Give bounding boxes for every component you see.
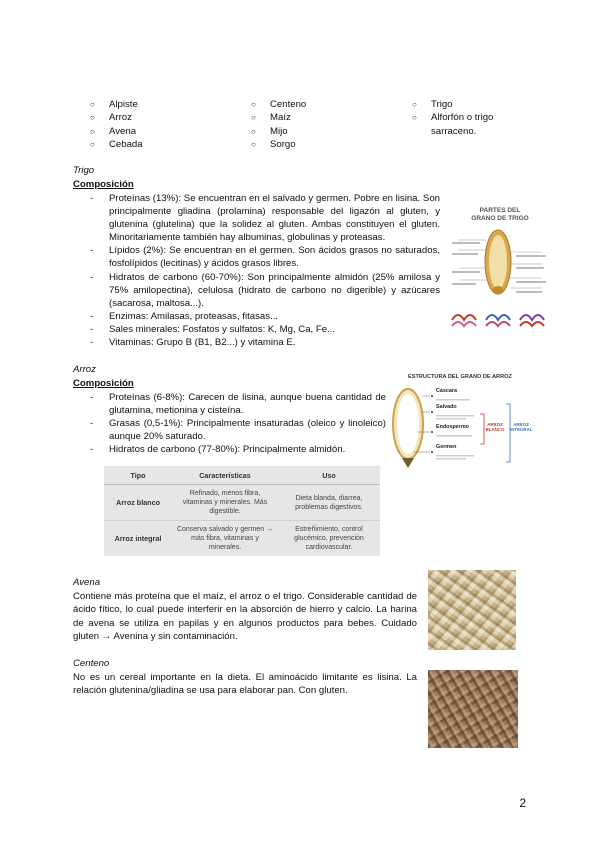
table-header-tipo: Tipo (104, 466, 172, 485)
list-item: ○ Arroz (90, 111, 251, 124)
list-item: ○ Centeno (251, 98, 412, 111)
rice-label-cascara: Cáscara (436, 388, 457, 394)
list-item: - Sales minerales: Fosfatos y sulfatos: K, Mg, Ca, Fe... (90, 323, 440, 336)
list-item: ○ Maíz (251, 111, 412, 124)
list-item: ○ Trigo (412, 98, 520, 111)
table-cell: Arroz blanco (104, 485, 172, 521)
avena-paragraph: Contiene más proteína que el maíz, el arroz o el trigo. Considerable cantidad de ácido fítico, lo cual puede interferir en la absorción de hierro y calcio. La harina de avena se utiliza en papilas y en algunos productos para bebes. Cuidado gluten → Avenina y sin contaminación. (73, 591, 417, 642)
page-number: 2 (519, 796, 526, 810)
cereal-list-col-2 (251, 98, 412, 151)
rice-label-germen: Germen (436, 444, 457, 450)
cereal-list (90, 98, 520, 151)
wheat-grain-illustration (448, 202, 552, 332)
list-item: ○ Cebada (90, 138, 251, 151)
svg-text:PARTES DEL: PARTES DEL (479, 207, 521, 214)
centeno-heading: Centeno (73, 658, 110, 669)
list-item: ○ Sorgo (251, 138, 412, 151)
trigo-subheading: Composición (73, 179, 134, 190)
list-item: - Hidratos de carbono (77-80%): Principalmente almidón. (90, 443, 386, 456)
rice-label-endospermo: Endospermo (436, 424, 469, 430)
rice-label-salvado: Salvado (436, 404, 457, 410)
cereal-list-col-1 (90, 98, 251, 151)
list-item: - Grasas (0,5-1%): Principalmente insaturadas (oleico y linoleico) aunque 20% saturado. (90, 417, 386, 443)
centeno-paragraph: No es un cereal importante en la dieta. El aminoácido limitante es lisina. La relación glutenina/gliadina se usa para elaborar pan. Con gluten. (73, 672, 417, 697)
table-row (104, 521, 380, 556)
table-cell: Conserva salvado y germen → más fibra, vitaminas y minerales. (176, 526, 274, 552)
trigo-heading: Trigo (73, 165, 95, 176)
list-item: - Lípidos (2%): Se encuentran en el germen. Son ácidos grasos no saturados, fosfolípidos (lecitinas) y ácidos grasos libres. (90, 244, 440, 270)
list-item: - Hidratos de carbono (60-70%): Son principalmente almidón (25% amilosa y 75% amilopectina), celulosa (hidrato de carbono no digerible) y azúcares (sacarosa, maltosa...). (90, 271, 440, 310)
rye-grains-image (428, 670, 518, 748)
cereal-list-col-3 (412, 98, 520, 151)
trigo-composition-list (90, 192, 440, 349)
list-item: - Proteínas (13%): Se encuentran en el salvado y germen. Pobre en lisina. Son principalmente gliadina (prolamina) responsable del ligazón al gluten, y glutenina (glutelina) que la solidez al gluten. Ambas constituyen el gluten. Minoritariamente también hay albuminas, globulinas y proteasas. (90, 192, 440, 244)
table-header-row (104, 466, 380, 485)
table-cell: Refinado, menos fibra, vitaminas y minerales. Más digestible. (172, 485, 278, 521)
arroz-composition-list (90, 391, 386, 456)
list-item: - Vitaminas: Grupo B (B1, B2...) y vitamina E. (90, 336, 440, 349)
list-item: ○ Mijo (251, 125, 412, 138)
arroz-subheading: Composición (73, 378, 134, 389)
avena-heading: Avena (73, 577, 101, 588)
table-header-uso: Uso (278, 466, 380, 485)
table-cell: Estreñimiento, control glucémico, prevención cardiovascular. (294, 526, 364, 552)
table-cell: Arroz integral (114, 534, 162, 544)
wheat-grain-figure (448, 202, 552, 332)
svg-text:GRANO DE TRIGO: GRANO DE TRIGO (471, 215, 529, 222)
arroz-heading: Arroz (73, 364, 96, 375)
list-item: ○ Alforfón o trigo sarraceno. (412, 111, 520, 138)
list-item: ○ Avena (90, 125, 251, 138)
rice-bracket-blanco: ARROZ BLANCO (485, 422, 505, 432)
list-item: ○ Alpiste (90, 98, 251, 111)
rice-types-table (104, 466, 380, 556)
rice-grain-figure (388, 374, 532, 470)
rice-bracket-integral: ARROZ INTEGRAL (510, 422, 533, 432)
oat-flakes-image (428, 570, 516, 650)
list-item: - Enzimas: Amilasas, proteasas, fitasas... (90, 310, 440, 323)
list-item: - Proteínas (6-8%): Carecen de lisina, aunque buena cantidad de glutamina, metionina y cisteína. (90, 391, 386, 417)
table-header-caracteristicas: Características (172, 466, 278, 485)
rice-figure-title: ESTRUCTURA DEL GRANO DE ARROZ (408, 374, 512, 380)
table-row (104, 485, 380, 521)
table-cell: Dieta blanda, diarrea, problemas digestivos. (278, 485, 380, 521)
